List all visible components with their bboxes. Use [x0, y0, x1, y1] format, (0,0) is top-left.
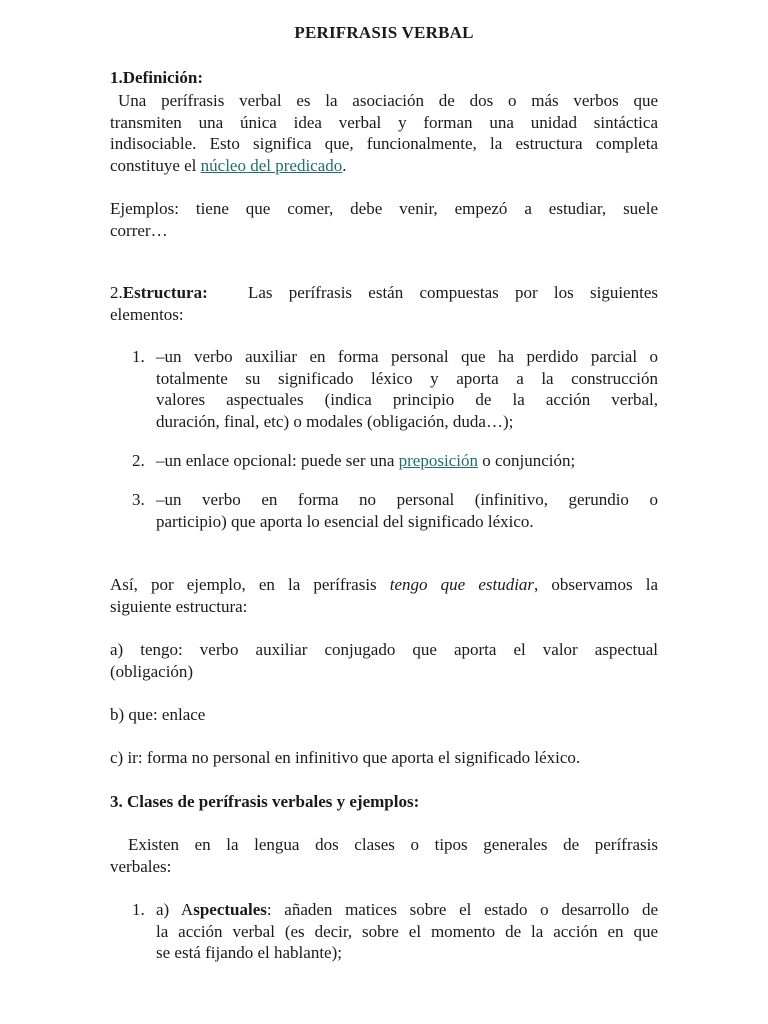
ejemplo-estructura-paragraph [110, 574, 658, 617]
preposicion-link[interactable]: preposición [398, 451, 478, 470]
list-item-1-marker: 1. [132, 347, 145, 366]
definicion-heading: 1.Definición: [110, 68, 204, 87]
list-item-2-prefix: –un enlace opcional: puede ser una [156, 451, 399, 470]
list-item-1-line-2: totalmente su significado léxico y aporta a la construcción [156, 368, 658, 388]
definicion-line-3: indisociable. Esto significa que, funcionalmente, la estructura completa [110, 134, 658, 153]
estructura-line-1 [110, 282, 658, 304]
ejemplo-estructura-line-1 [110, 574, 658, 596]
clases-item-1-marker: 1. [132, 900, 145, 919]
estructura-heading: Estructura: [122, 283, 208, 302]
parte-a-line-1: a) tengo: verbo auxiliar conjugado que aporta el valor aspectual [110, 640, 658, 659]
definicion-line-2: transmiten una única idea verbal y forman una unidad sintáctica [110, 112, 658, 132]
list-item-3-marker: 3. [132, 490, 145, 509]
clases-item-1-rest: : añaden matices sobre el estado o desarrollo de [266, 900, 659, 919]
clases-item-1-line-2: la acción verbal (es decir, sobre el momento de la acción en que [156, 921, 658, 941]
ejemplo-estructura-suffix: , observamos la [534, 575, 658, 594]
clases-item-1-line-1 [156, 899, 658, 921]
ejemplo-estructura-prefix: Así, por ejemplo, en la perífrasis [110, 575, 390, 594]
clases-item-1-prefix: a) A [156, 900, 194, 919]
list-item-1-line-1: –un verbo auxiliar en forma personal que ha perdido parcial o [156, 347, 658, 366]
list-item-1-line-4: duración, final, etc) o modales (obligación, duda…); [156, 411, 514, 431]
list-item-2 [156, 450, 658, 472]
parte-b: b) que: enlace [110, 705, 206, 724]
estructura-heading-wrap [110, 282, 208, 304]
ejemplo-estructura-italic: tengo que estudiar [389, 575, 535, 594]
parte-c: c) ir: forma no personal en infinitivo que aporta el significado léxico. [110, 748, 581, 767]
definicion-line-1: Una perífrasis verbal es la asociación de dos o más verbos que [118, 91, 658, 110]
clases-item-1-line-3: se está fijando el hablante); [156, 943, 342, 962]
estructura-number: 2. [110, 283, 123, 302]
clases-item-1 [156, 899, 658, 964]
definicion-last-suffix: . [342, 155, 347, 175]
ejemplo-estructura-line-2: siguiente estructura: [110, 596, 248, 616]
estructura-line-2: elementos: [110, 304, 184, 324]
list-item-2-marker: 2. [132, 451, 145, 470]
clases-item-1-bold: spectuales [193, 900, 267, 919]
list-item-3 [156, 489, 658, 532]
list-item-2-line-1 [156, 450, 658, 472]
parte-a [110, 639, 658, 682]
list-item-1 [156, 346, 658, 432]
definicion-line-4 [110, 155, 658, 177]
list-item-2-suffix: o conjunción; [477, 451, 576, 470]
ejemplos-paragraph [110, 198, 658, 241]
definicion-last-prefix: constituye el [110, 155, 201, 175]
clases-line-1: Existen en la lengua dos clases o tipos generales de perífrasis [128, 835, 658, 854]
estructura-paragraph [110, 282, 658, 325]
page-title: PERIFRASIS VERBAL [294, 23, 474, 42]
clases-heading: 3. Clases de perífrasis verbales y ejemplos: [110, 792, 420, 811]
nucleo-predicado-link[interactable]: núcleo del predicado [200, 155, 343, 175]
list-item-3-line-1: –un verbo en forma no personal (infinitivo, gerundio o [156, 490, 658, 509]
definicion-paragraph [110, 90, 658, 176]
list-item-3-line-2: participio) que aporta lo esencial del significado léxico. [156, 511, 534, 531]
estructura-line-1-rest: Las perífrasis están compuestas por los siguientes [248, 283, 658, 302]
clases-line-2: verbales: [110, 856, 172, 876]
list-item-1-line-3: valores aspectuales (indica principio de la acción verbal, [156, 390, 658, 409]
parte-a-line-2: (obligación) [110, 661, 194, 681]
ejemplos-line-2: correr… [110, 220, 168, 240]
ejemplos-line-1: Ejemplos: tiene que comer, debe venir, empezó a estudiar, suele [110, 199, 658, 218]
clases-paragraph [110, 834, 658, 877]
